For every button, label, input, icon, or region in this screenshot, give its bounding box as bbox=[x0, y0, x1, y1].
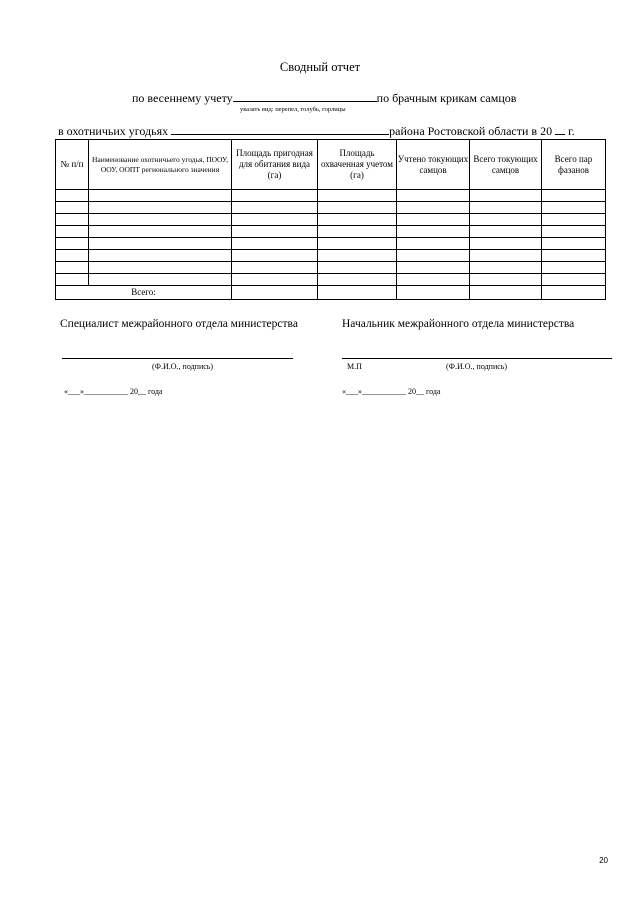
hunting-grounds-blank bbox=[171, 134, 389, 135]
table-row bbox=[56, 274, 606, 286]
table-row bbox=[56, 202, 606, 214]
head-caption: (Ф.И.О., подпись) bbox=[446, 362, 508, 371]
col-pheasant-pairs: Всего пар фазанов bbox=[542, 140, 606, 190]
table-row bbox=[56, 226, 606, 238]
species-blank bbox=[233, 101, 377, 102]
survey-line bbox=[132, 91, 516, 106]
col-total-males: Всего токующих самцов bbox=[470, 140, 542, 190]
species-hint: указать вид: перепел, голубь, горлицы bbox=[240, 106, 346, 113]
table-header-row bbox=[56, 140, 606, 190]
stamp-place: М.П bbox=[347, 362, 362, 371]
col-ground-name: Наименование охотничьего угодья, ПООУ, ООУ, ООПТ регионального значения bbox=[89, 140, 232, 190]
head-title: Начальник межрайонного отдела министерства bbox=[342, 318, 575, 330]
hunting-grounds-line bbox=[58, 124, 575, 139]
head-signature-line bbox=[342, 358, 612, 359]
report-title: Сводный отчет bbox=[279, 60, 361, 74]
table-row bbox=[56, 262, 606, 274]
survey-line-suffix: по брачным крикам самцов bbox=[376, 91, 517, 105]
specialist-title: Специалист межрайонного отдела министерства bbox=[60, 318, 298, 330]
page-number: 20 bbox=[599, 856, 608, 865]
table-row bbox=[56, 190, 606, 202]
specialist-date: «___»___________ 20__ года bbox=[64, 387, 163, 396]
specialist-signature-line bbox=[62, 358, 293, 359]
year-suffix: г. bbox=[568, 124, 575, 138]
table-total-row bbox=[56, 286, 606, 300]
table-row bbox=[56, 250, 606, 262]
col-covered-area: Площадь охваченная учетом (га) bbox=[318, 140, 397, 190]
col-suitable-area: Площадь пригодная для обитания вида (га) bbox=[232, 140, 318, 190]
year-blank bbox=[555, 134, 565, 135]
total-label: Всего: bbox=[56, 286, 232, 300]
district-text: района Ростовской области в 20 bbox=[389, 124, 553, 138]
head-date: «___»___________ 20__ года bbox=[342, 387, 441, 396]
col-number: № п/п bbox=[56, 140, 89, 190]
specialist-caption: (Ф.И.О., подпись) bbox=[152, 362, 214, 371]
hunting-grounds-prefix: в охотничьих угодьях bbox=[58, 124, 169, 138]
table-row bbox=[56, 238, 606, 250]
table-row bbox=[56, 214, 606, 226]
survey-line-prefix: по весеннему учету bbox=[132, 91, 233, 105]
col-counted-males: Учтено токующих самцов bbox=[397, 140, 470, 190]
report-table bbox=[55, 139, 606, 300]
